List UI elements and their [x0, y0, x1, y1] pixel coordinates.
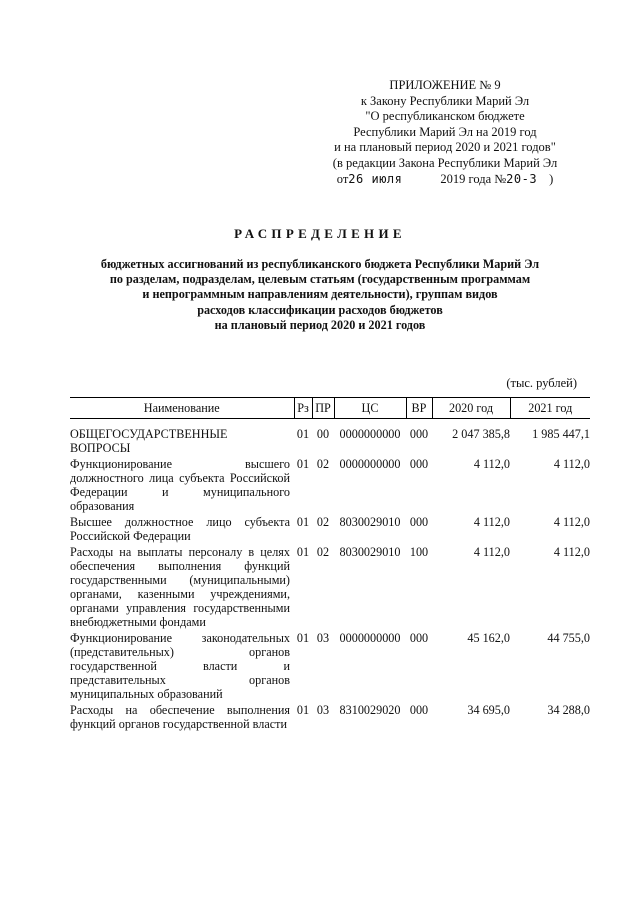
col-header-2020: 2020 год: [432, 398, 510, 419]
col-header-vr: ВР: [406, 398, 432, 419]
appendix-number: ПРИЛОЖЕНИЕ № 9: [389, 78, 501, 92]
cell-pr: 00: [316, 427, 330, 441]
subtitle-line: и непрограммным направлениям деятельности), группам видов: [142, 287, 498, 302]
cell-2020: 2 047 385,8: [452, 427, 510, 441]
cell-vr: 000: [409, 457, 429, 471]
units-label: (тыс. рублей): [506, 376, 577, 390]
subtitle-line: расходов классификации расходов бюджетов: [197, 302, 443, 317]
cell-rz: 01: [296, 631, 310, 645]
cell-name: Высшее должностное лицо субъекта Российской Федерации: [70, 515, 290, 543]
cell-vr: 000: [409, 515, 429, 529]
table-row: [70, 703, 590, 733]
document-title: РАСПРЕДЕЛЕНИЕ: [234, 226, 406, 241]
document-subtitle: [70, 257, 570, 333]
cell-name: Расходы на выплаты персоналу в целях обеспечения выполнения функций государственными (муниципальными) органами, казенными учреждениями, органами управления государственными внебюджетными фондами: [70, 545, 290, 629]
table-row: [70, 545, 590, 631]
date-year-text: 2019 года №: [440, 171, 507, 186]
budget-table: [70, 397, 590, 733]
law-date-line: [300, 172, 590, 188]
cell-vr: 100: [409, 545, 429, 559]
handwritten-law-number: 20-З: [506, 171, 538, 186]
cell-cs: 8310029020: [339, 703, 401, 717]
header-line: к Закону Республики Марий Эл: [360, 93, 530, 108]
table-row: [70, 419, 590, 458]
cell-pr: 03: [316, 631, 330, 645]
cell-name: ОБЩЕГОСУДАРСТВЕННЫЕ ВОПРОСЫ: [70, 427, 228, 455]
cell-pr: 02: [316, 457, 330, 471]
subtitle-line: по разделам, подразделам, целевым статьям (государственным программам: [109, 272, 531, 287]
cell-rz: 01: [296, 703, 310, 717]
cell-2020: 34 695,0: [467, 703, 510, 717]
table-row: [70, 631, 590, 703]
handwritten-date: 26 июля: [348, 171, 403, 186]
date-prefix: от: [336, 171, 349, 186]
cell-2021: 44 755,0: [547, 631, 590, 645]
table-row: [70, 457, 590, 515]
cell-name: Расходы на обеспечение выполнения функций органов государственной власти: [70, 703, 290, 731]
col-header-pr: ПР: [312, 398, 334, 419]
cell-name: Функционирование высшего должностного лица субъекта Российской Федерации и муниципального образования: [70, 457, 290, 513]
table-row: [70, 515, 590, 545]
appendix-header: [300, 78, 590, 187]
col-header-cs: ЦС: [334, 398, 406, 419]
date-close: ): [549, 171, 554, 186]
header-line: и на плановый период 2020 и 2021 годов": [334, 140, 556, 155]
cell-cs: 8030029010: [339, 515, 401, 529]
col-header-name: Наименование: [70, 398, 294, 419]
cell-pr: 03: [316, 703, 330, 717]
cell-vr: 000: [409, 631, 429, 645]
cell-cs: 0000000000: [339, 457, 401, 471]
cell-2020: 45 162,0: [467, 631, 510, 645]
header-line: "О республиканском бюджете: [365, 109, 525, 124]
cell-2021: 4 112,0: [553, 515, 590, 529]
col-header-rz: Рз: [294, 398, 312, 419]
cell-2021: 1 985 447,1: [532, 427, 590, 441]
subtitle-line: на плановый период 2020 и 2021 годов: [214, 317, 426, 332]
cell-rz: 01: [296, 515, 310, 529]
cell-2021: 34 288,0: [547, 703, 590, 717]
cell-2020: 4 112,0: [473, 457, 510, 471]
cell-vr: 000: [409, 703, 429, 717]
cell-cs: 0000000000: [339, 631, 401, 645]
cell-2020: 4 112,0: [473, 515, 510, 529]
cell-rz: 01: [296, 427, 310, 441]
cell-pr: 02: [316, 545, 330, 559]
cell-cs: 0000000000: [339, 427, 401, 441]
cell-pr: 02: [316, 515, 330, 529]
cell-rz: 01: [296, 545, 310, 559]
cell-rz: 01: [296, 457, 310, 471]
subtitle-line: бюджетных ассигнований из республиканского бюджета Республики Марий Эл: [100, 257, 540, 271]
cell-2020: 4 112,0: [473, 545, 510, 559]
col-header-2021: 2021 год: [510, 398, 590, 419]
cell-2021: 4 112,0: [553, 545, 590, 559]
cell-2021: 4 112,0: [553, 457, 590, 471]
cell-name: Функционирование законодательных (представительных) органов государственной власти и представительных органов муниципальных образований: [70, 631, 290, 701]
header-line: (в редакции Закона Республики Марий Эл: [332, 155, 558, 170]
cell-vr: 000: [409, 427, 429, 441]
header-line: Республики Марий Эл на 2019 год: [353, 124, 537, 139]
cell-cs: 8030029010: [339, 545, 401, 559]
table-header-row: [70, 398, 590, 419]
